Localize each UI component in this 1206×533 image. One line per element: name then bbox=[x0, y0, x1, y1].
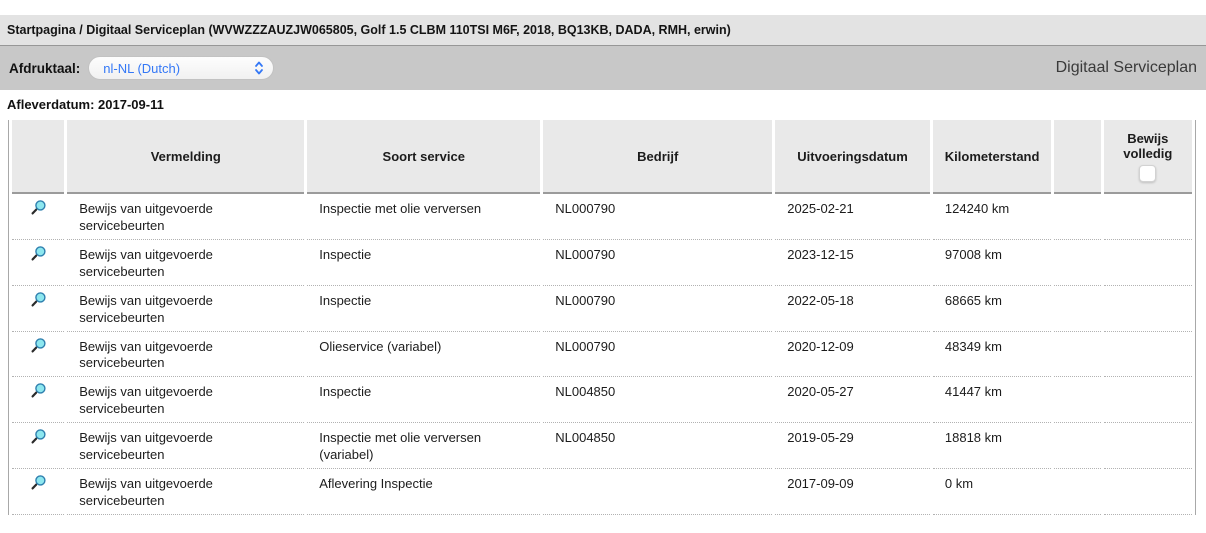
cell-uitvoeringsdatum: 2020-05-27 bbox=[775, 376, 930, 422]
chevron-up-down-icon bbox=[254, 60, 264, 76]
breadcrumb-separator: / bbox=[75, 23, 87, 37]
table-header-row bbox=[12, 120, 1192, 194]
cell-vermelding: Bewijs van uitgevoerde servicebeurten bbox=[67, 331, 304, 377]
cell-kilometerstand: 48349 km bbox=[933, 331, 1052, 377]
cell-vermelding: Bewijs van uitgevoerde servicebeurten bbox=[67, 422, 304, 468]
col-uitvoeringsdatum: Uitvoeringsdatum bbox=[775, 120, 930, 194]
service-table-body bbox=[12, 194, 1192, 515]
cell-bewijs bbox=[1104, 239, 1192, 285]
cell-spacer bbox=[1054, 468, 1100, 515]
col-soort-service: Soort service bbox=[307, 120, 540, 194]
table-row bbox=[12, 376, 1192, 422]
magnifier-icon[interactable] bbox=[30, 199, 47, 216]
row-icon-cell bbox=[12, 239, 64, 285]
cell-soort-service: Inspectie bbox=[307, 285, 540, 331]
cell-bewijs bbox=[1104, 331, 1192, 377]
cell-kilometerstand: 18818 km bbox=[933, 422, 1052, 468]
language-select-value: nl-NL (Dutch) bbox=[103, 60, 181, 76]
table-row bbox=[12, 331, 1192, 377]
cell-bewijs bbox=[1104, 422, 1192, 468]
cell-soort-service: Olieservice (variabel) bbox=[307, 331, 540, 377]
cell-vermelding: Bewijs van uitgevoerde servicebeurten bbox=[67, 239, 304, 285]
table-row bbox=[12, 422, 1192, 468]
magnifier-icon[interactable] bbox=[30, 337, 47, 354]
row-icon-cell bbox=[12, 468, 64, 515]
row-icon-cell bbox=[12, 194, 64, 239]
cell-spacer bbox=[1054, 239, 1100, 285]
magnifier-icon[interactable] bbox=[30, 245, 47, 262]
cell-uitvoeringsdatum: 2022-05-18 bbox=[775, 285, 930, 331]
cell-vermelding: Bewijs van uitgevoerde servicebeurten bbox=[67, 285, 304, 331]
col-bewijs-volledig bbox=[1104, 120, 1192, 194]
cell-uitvoeringsdatum: 2025-02-21 bbox=[775, 194, 930, 239]
bewijs-volledig-label: Bewijs volledig bbox=[1123, 130, 1173, 161]
row-icon-cell bbox=[12, 376, 64, 422]
cell-kilometerstand: 97008 km bbox=[933, 239, 1052, 285]
breadcrumb-current: Digitaal Serviceplan (WVWZZZAUZJW065805, Golf 1.5 CLBM 110TSI M6F, 2018, BQ13KB, DADA, RMH, erwin) bbox=[86, 23, 731, 37]
col-vermelding: Vermelding bbox=[67, 120, 304, 194]
col-spacer bbox=[1054, 120, 1100, 194]
cell-soort-service: Aflevering Inspectie bbox=[307, 468, 540, 515]
breadcrumb bbox=[0, 15, 1206, 46]
row-icon-cell bbox=[12, 331, 64, 377]
magnifier-icon[interactable] bbox=[30, 382, 47, 399]
service-table-container bbox=[8, 120, 1196, 515]
col-bedrijf: Bedrijf bbox=[543, 120, 772, 194]
language-select[interactable] bbox=[88, 56, 274, 80]
cell-bedrijf: NL000790 bbox=[543, 239, 772, 285]
delivery-date bbox=[0, 90, 1206, 120]
cell-bedrijf: NL004850 bbox=[543, 376, 772, 422]
cell-spacer bbox=[1054, 376, 1100, 422]
service-table bbox=[8, 120, 1196, 515]
cell-spacer bbox=[1054, 285, 1100, 331]
row-icon-cell bbox=[12, 422, 64, 468]
cell-kilometerstand: 0 km bbox=[933, 468, 1052, 515]
toolbar bbox=[0, 46, 1206, 90]
cell-bewijs bbox=[1104, 376, 1192, 422]
cell-vermelding: Bewijs van uitgevoerde servicebeurten bbox=[67, 468, 304, 515]
cell-soort-service: Inspectie met olie verversen bbox=[307, 194, 540, 239]
cell-vermelding: Bewijs van uitgevoerde servicebeurten bbox=[67, 376, 304, 422]
row-icon-cell bbox=[12, 285, 64, 331]
cell-bewijs bbox=[1104, 468, 1192, 515]
col-kilometerstand: Kilometerstand bbox=[933, 120, 1052, 194]
cell-kilometerstand: 68665 km bbox=[933, 285, 1052, 331]
magnifier-icon[interactable] bbox=[30, 474, 47, 491]
table-row bbox=[12, 194, 1192, 239]
cell-soort-service: Inspectie bbox=[307, 239, 540, 285]
cell-bewijs bbox=[1104, 285, 1192, 331]
table-row bbox=[12, 239, 1192, 285]
cell-spacer bbox=[1054, 422, 1100, 468]
magnifier-icon[interactable] bbox=[30, 291, 47, 308]
cell-kilometerstand: 124240 km bbox=[933, 194, 1052, 239]
table-row bbox=[12, 285, 1192, 331]
page-title: Digitaal Serviceplan bbox=[1055, 59, 1197, 76]
cell-soort-service: Inspectie bbox=[307, 376, 540, 422]
cell-bedrijf: NL000790 bbox=[543, 194, 772, 239]
cell-uitvoeringsdatum: 2023-12-15 bbox=[775, 239, 930, 285]
cell-bedrijf: NL004850 bbox=[543, 422, 772, 468]
bewijs-volledig-checkbox[interactable] bbox=[1139, 165, 1156, 182]
cell-bedrijf: NL000790 bbox=[543, 285, 772, 331]
table-row bbox=[12, 468, 1192, 515]
cell-kilometerstand: 41447 km bbox=[933, 376, 1052, 422]
delivery-date-label: Afleverdatum: bbox=[7, 97, 95, 112]
cell-bedrijf bbox=[543, 468, 772, 515]
cell-uitvoeringsdatum: 2019-05-29 bbox=[775, 422, 930, 468]
cell-spacer bbox=[1054, 331, 1100, 377]
cell-uitvoeringsdatum: 2017-09-09 bbox=[775, 468, 930, 515]
print-language-label: Afdruktaal: bbox=[9, 60, 81, 76]
breadcrumb-home-link[interactable]: Startpagina bbox=[7, 23, 76, 37]
cell-uitvoeringsdatum: 2020-12-09 bbox=[775, 331, 930, 377]
cell-soort-service: Inspectie met olie verversen (variabel) bbox=[307, 422, 540, 468]
cell-bewijs bbox=[1104, 194, 1192, 239]
cell-bedrijf: NL000790 bbox=[543, 331, 772, 377]
cell-vermelding: Bewijs van uitgevoerde servicebeurten bbox=[67, 194, 304, 239]
cell-spacer bbox=[1054, 194, 1100, 239]
magnifier-icon[interactable] bbox=[30, 428, 47, 445]
delivery-date-value: 2017-09-11 bbox=[98, 97, 164, 112]
top-strip bbox=[0, 0, 1206, 15]
col-icon bbox=[12, 120, 64, 194]
